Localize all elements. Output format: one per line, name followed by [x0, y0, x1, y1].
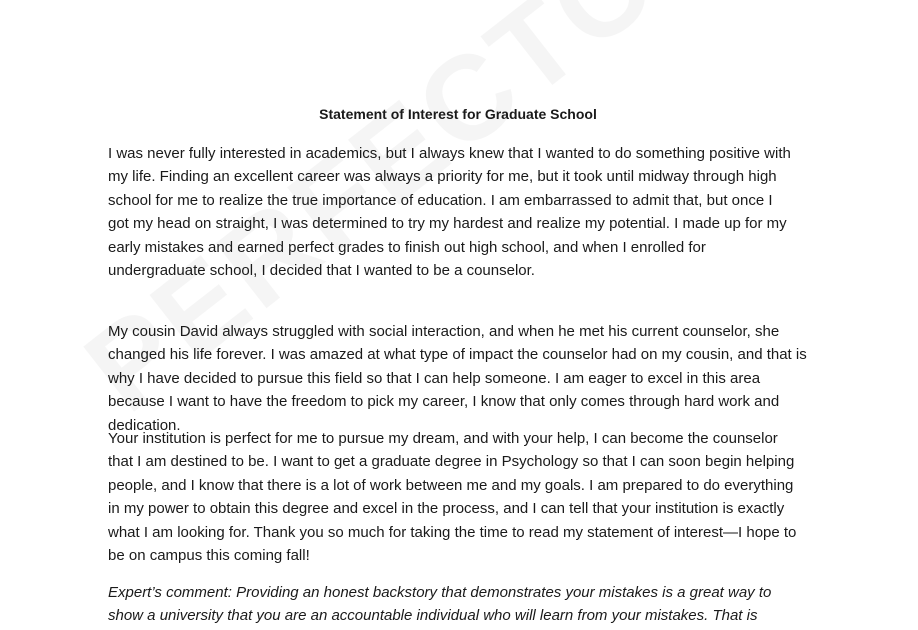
- paragraph-line: Expert’s comment: Providing an honest backstory that demonstrates your mistakes is a great way to: [108, 584, 772, 601]
- paragraph-line: Your institution is perfect for me to pursue my dream, and with your help, I can become the counselor: [108, 430, 778, 447]
- paragraph-line: why I have decided to pursue this field so that I can help someone. I am eager to excel in this area: [108, 369, 761, 387]
- paragraph-1: [108, 142, 808, 282]
- document-title: Statement of Interest for Graduate School: [319, 106, 597, 122]
- paragraph-line: because I want to have the freedom to pick my career, I know that only comes through hard work and: [108, 393, 780, 411]
- paragraph-line: what I am looking for. Thank you so much for taking the time to read my statement of interest—I hope to: [108, 523, 797, 541]
- paragraph-line: got my head on straight, I was determined to try my hardest and realize my potential. I made up for my: [108, 215, 787, 233]
- expert-comment: [108, 581, 808, 628]
- paragraph-line: show a university that you are an accountable individual who will learn from your mistakes. That is: [108, 607, 758, 625]
- paragraph-line: I was never fully interested in academics, but I always knew that I wanted to do something positive with: [108, 145, 791, 162]
- paragraph-line: my life. Finding an excellent career was always a priority for me, but it took until midway through high: [108, 168, 777, 186]
- paragraph-line: school for me to realize the true importance of education. I am embarrassed to admit that, but once I: [108, 191, 773, 209]
- paragraph-line: that I am destined to be. I want to get a graduate degree in Psychology so that I can soon begin helping: [108, 453, 795, 471]
- paragraph-line: dedication.: [108, 416, 181, 434]
- paragraph-line: undergraduate school, I decided that I wanted to be a counselor.: [108, 262, 535, 280]
- paragraph-line: be on campus this coming fall!: [108, 547, 310, 565]
- paragraph-3: [108, 427, 808, 567]
- paragraph-line: in my power to obtain this degree and excel in the process, and I can tell that your institution is exactly: [108, 500, 785, 518]
- paragraph-line: My cousin David always struggled with social interaction, and when he met his current counselor, she: [108, 323, 780, 340]
- paragraph-line: people, and I know that there is a lot of work between me and my goals. I am prepared to do everything: [108, 476, 794, 494]
- paragraph-line: early mistakes and earned perfect grades to finish out high school, and when I enrolled for: [108, 238, 706, 256]
- paragraph-2: [108, 320, 808, 437]
- paragraph-line: changed his life forever. I was amazed at what type of impact the counselor had on my cousin, and that is: [108, 346, 807, 364]
